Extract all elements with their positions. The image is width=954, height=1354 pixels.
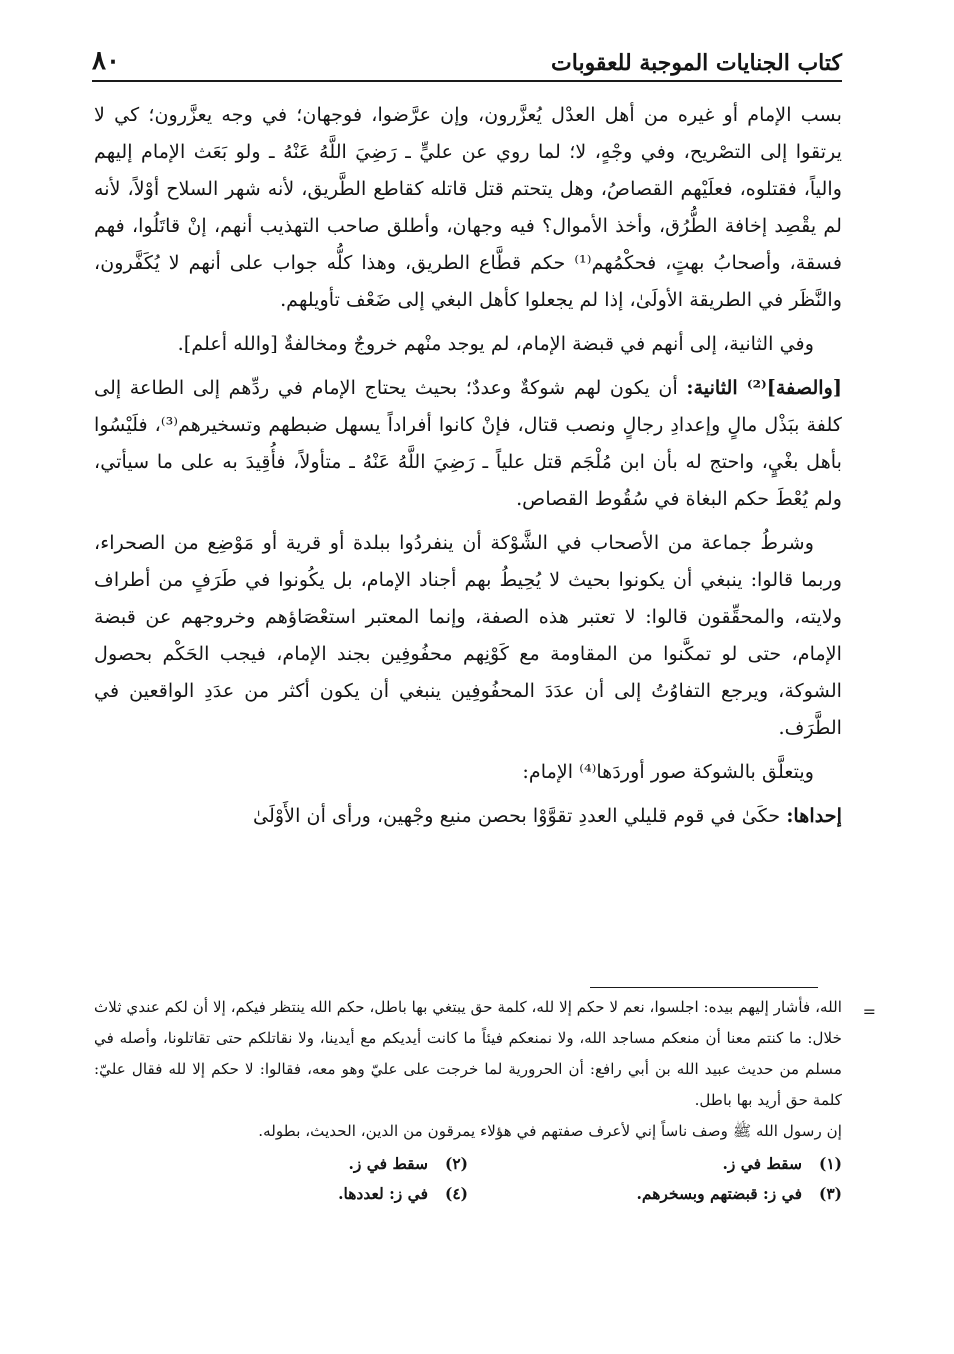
footnote-item	[468, 1179, 842, 1209]
footnote-text: في ز: لعددها.	[338, 1184, 428, 1203]
paragraph-5: ويتعلَّق بالشوكة صور أوردَها⁽⁴⁾ الإمام:	[522, 760, 814, 783]
footnote-number: (٢)	[444, 1154, 468, 1173]
footnote-number: (١)	[818, 1154, 842, 1173]
paragraph-4: وشرطُ جماعة من الأصحاب في الشَّوْكة أن ينفردُوا ببلدة أو قرية أو مَوْضِع من الصحراء، وربما قالوا: ينبغي أن يكونوا بحيث لا يُحِيطُ بهم أجناد الإمام، بل يكُونوا في طَرَفٍ من أطراف ولايته، والمحقِّقون قالوا: لا تعتبر هذه الصفة، وإنما المعتبر استعْصَاؤهم وخروجهم عن قبضة الإمام، حتى لو تمكَّنوا من المقاومة مع كَوْنِهم محفُوفِين بجند الإمام، فيجب الحَكْم بحصول الشوكة، ويرجع التفاوُتُ إلى أن عدَدَ المحفُوفِين ينبغي أن يكون أكثر من عدَدِ الواقعين في الطَّرَف.	[94, 531, 842, 739]
footnote-row	[94, 1179, 842, 1209]
footnote-text: سقط في ز.	[722, 1154, 802, 1173]
footnote-text: في ز: قبضتهم وبسخرهم.	[636, 1184, 802, 1203]
paragraph-6-text: حكَىٰ في قوم قليلي العددِ تقوَّوْا بحصن منيع وجْهين، ورأى أن الأَوْلَىٰ	[253, 804, 787, 827]
footnote-number: (٤)	[444, 1184, 468, 1203]
footnotes	[94, 992, 876, 1209]
footnote-item	[468, 1149, 842, 1179]
footnote-item	[94, 1149, 468, 1179]
footnote-continuation	[94, 992, 876, 1147]
page-header	[92, 38, 842, 80]
paragraph-3-lead: [والصفة]⁽²⁾ الثانية:	[686, 376, 842, 399]
page-number: ٨٠	[92, 46, 120, 76]
running-title: كتاب الجنايات الموجبة للعقوبات	[551, 50, 842, 76]
footnote-number: (٣)	[818, 1184, 842, 1203]
footnote-continuation-text-1: الله، فأشار إليهم بيده: اجلسوا، نعم لا حكم إلا لله، كلمة حق يبتغي بها باطل، حكم الله ينتظر فيكم، إلا أن لكم عندي ثلاث خلال: ما كنتم معنا أن منعكم مساجد الله، ولا نمنعكم فيئاً ما كانت أيديكم مع أيدينا، ولا نقاتلكم حتى تقاتلونا، وأصله في مسلم من حديث عبيد الله بن أبي رافع: أن الحرورية لما خرجت على عليّ وهو معه، فقالوا: لا حكم إلا لله فقال عليّ: كلمة حق أريد بها باطل.	[94, 998, 842, 1109]
continuation-mark: =	[862, 1002, 876, 1021]
footnote-text: سقط في ز.	[348, 1154, 428, 1173]
paragraph-6-lead: إحداها:	[786, 804, 842, 827]
header-rule	[92, 80, 842, 82]
paragraph-2: وفي الثانية، إلى أنهم في قبضة الإمام، لم يوجد منْهم خروجٌ ومخالفةٌ [والله أعلم].	[177, 332, 814, 355]
footnote-separator	[590, 987, 818, 988]
paragraph-3-text: أن يكون لهم شوكةٌ وعددٌ؛ بحيث يحتاج الإمام في ردِّهم إلى الطاعة إلى كلفة ببَذْل مالٍ وإعدادِ رجالٍ ونصب قتال، فإنْ كانوا أفراداً يسهل ضبطهم وتسخيرهم⁽³⁾، فلَيْسُوا بأهل بغْيٍ، واحتج له بأن ابن مُلْجَم قتل علياً ـ رَضِيَ اللَّهُ عَنْهُ ـ متأولاً، فأُقِيدَ به على ما سيأتي، ولم يُعْطَ حكم البغاة في سُقُوط القصاص.	[94, 376, 842, 510]
main-text	[94, 96, 842, 841]
footnote-continuation-text-2: إن رسول الله ﷺ وصف ناساً إني لأعرف صفتهم في هؤلاء يمرقون من الدين، الحديث، بطوله.	[258, 1122, 842, 1140]
footnote-list	[94, 1149, 842, 1209]
paragraph-6	[94, 797, 842, 834]
footnote-item	[94, 1179, 468, 1209]
footnote-row	[94, 1149, 842, 1179]
paragraph-3	[94, 369, 842, 517]
paragraph-1: بسب الإمام أو غيره من أهل العدْل يُعزَّرون، وإن عرَّضوا، فوجهان؛ في وجه يعزَّرون؛ كي لا يرتقوا إلى التصْريح، وفي وجْهٍ، لا؛ لما روي عن عليٍّ ـ رَضِيَ اللَّهُ عَنْهُ ـ ولو بَعَث الإمام إليهم والياً، فقتلوه، فعلَيْهم القصاصُ، وهل يتحتم قتل قاتله كقاطع الطَّريق، لأنه شهر السلاح أوْلاً، لأنه لم يقْصِد إخافة الطُّرُق، وأخذ الأموال؟ فيه وجهان، وأطلق صاحب التهذيب أنهم، إنْ قاتَلُوا، فهم فسقة، وأصحابُ بهتٍ، فحكْمُهم⁽¹⁾ حكم قطَّاع الطريق، وهذا كلُّه جواب على أنهم لا يُكَفَّرون، والنَّظَر في الطريقة الأولَىٰ، إذا لم يجعلوا كأهل البغي إلى ضَعْف تأويلهم.	[94, 103, 842, 311]
